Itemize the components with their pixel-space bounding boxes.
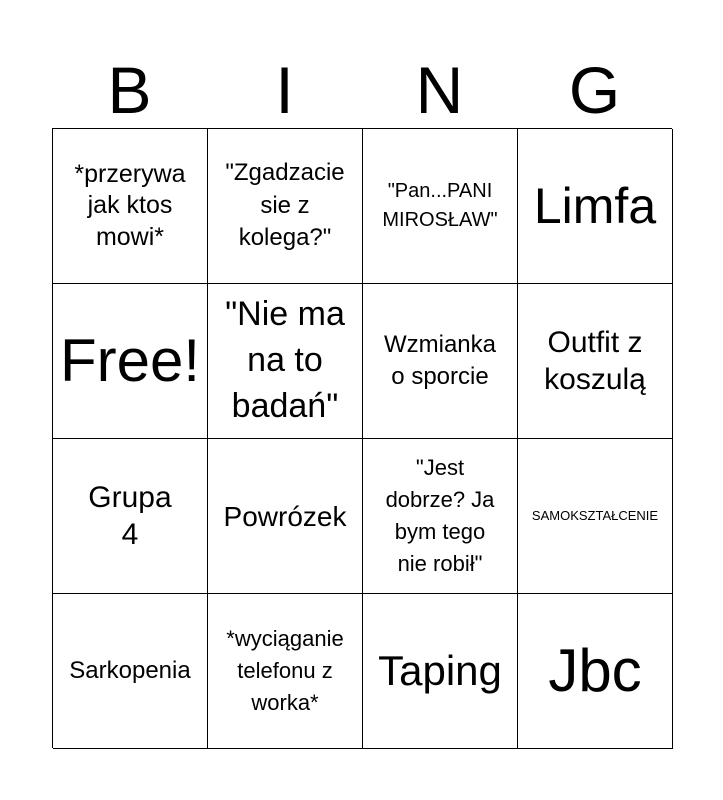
header-letter-i: I <box>275 53 294 127</box>
bingo-cell-text: "Zgadzacie sie z kolega?" <box>225 159 345 252</box>
bingo-cell-r2c4[interactable] <box>518 284 673 439</box>
bingo-cell-text: Outfit z koszulą <box>544 325 646 396</box>
bingo-cell-r2c2[interactable] <box>208 284 363 439</box>
bingo-cell-text: Grupa 4 <box>88 480 172 551</box>
bingo-board <box>52 128 672 748</box>
bingo-cell-r2c3[interactable] <box>363 284 518 439</box>
header-letter-b: B <box>107 53 152 127</box>
bingo-header <box>52 52 672 128</box>
bingo-cell-text: *przerywa jak ktos mowi* <box>74 160 186 251</box>
bingo-cell-text: "Jest dobrze? Ja bym tego nie robił" <box>385 455 495 576</box>
header-letter-n: N <box>415 53 464 127</box>
bingo-cell-r3c3[interactable] <box>363 439 518 594</box>
header-letter-g: G <box>568 53 621 127</box>
bingo-cell-text: "Nie ma na to badań" <box>225 295 345 425</box>
bingo-cell-text: *wyciąganie telefonu z worka* <box>226 626 344 715</box>
bingo-cell-text: Free! <box>59 327 201 394</box>
bingo-cell-r4c3[interactable] <box>363 594 518 749</box>
bingo-cell-text: "Pan...PANI MIROSŁAW" <box>382 180 498 231</box>
bingo-cell-r3c2[interactable] <box>208 439 363 594</box>
bingo-cell-text: SAMOKSZTAŁCENIE <box>531 508 659 524</box>
bingo-cell-r1c4[interactable] <box>518 129 673 284</box>
bingo-cell-r1c2[interactable] <box>208 129 363 284</box>
bingo-cell-r4c4[interactable] <box>518 594 673 749</box>
bingo-cell-r1c3[interactable] <box>363 129 518 284</box>
bingo-cell-r3c1[interactable] <box>53 439 208 594</box>
bingo-cell-r4c2[interactable] <box>208 594 363 749</box>
bingo-cell-text: Taping <box>378 646 502 694</box>
bingo-cell-r2c1[interactable] <box>53 284 208 439</box>
bingo-cell-r3c4[interactable] <box>518 439 673 594</box>
bingo-cell-text: Powrózek <box>223 500 347 532</box>
bingo-cell-text: Sarkopenia <box>69 656 191 684</box>
bingo-cell-text: Wzmianka o sporcie <box>383 330 497 390</box>
bingo-cell-text: Jbc <box>548 637 642 704</box>
bingo-cell-text: Limfa <box>533 177 657 234</box>
bingo-cell-r4c1[interactable] <box>53 594 208 749</box>
bingo-cell-r1c1[interactable] <box>53 129 208 284</box>
